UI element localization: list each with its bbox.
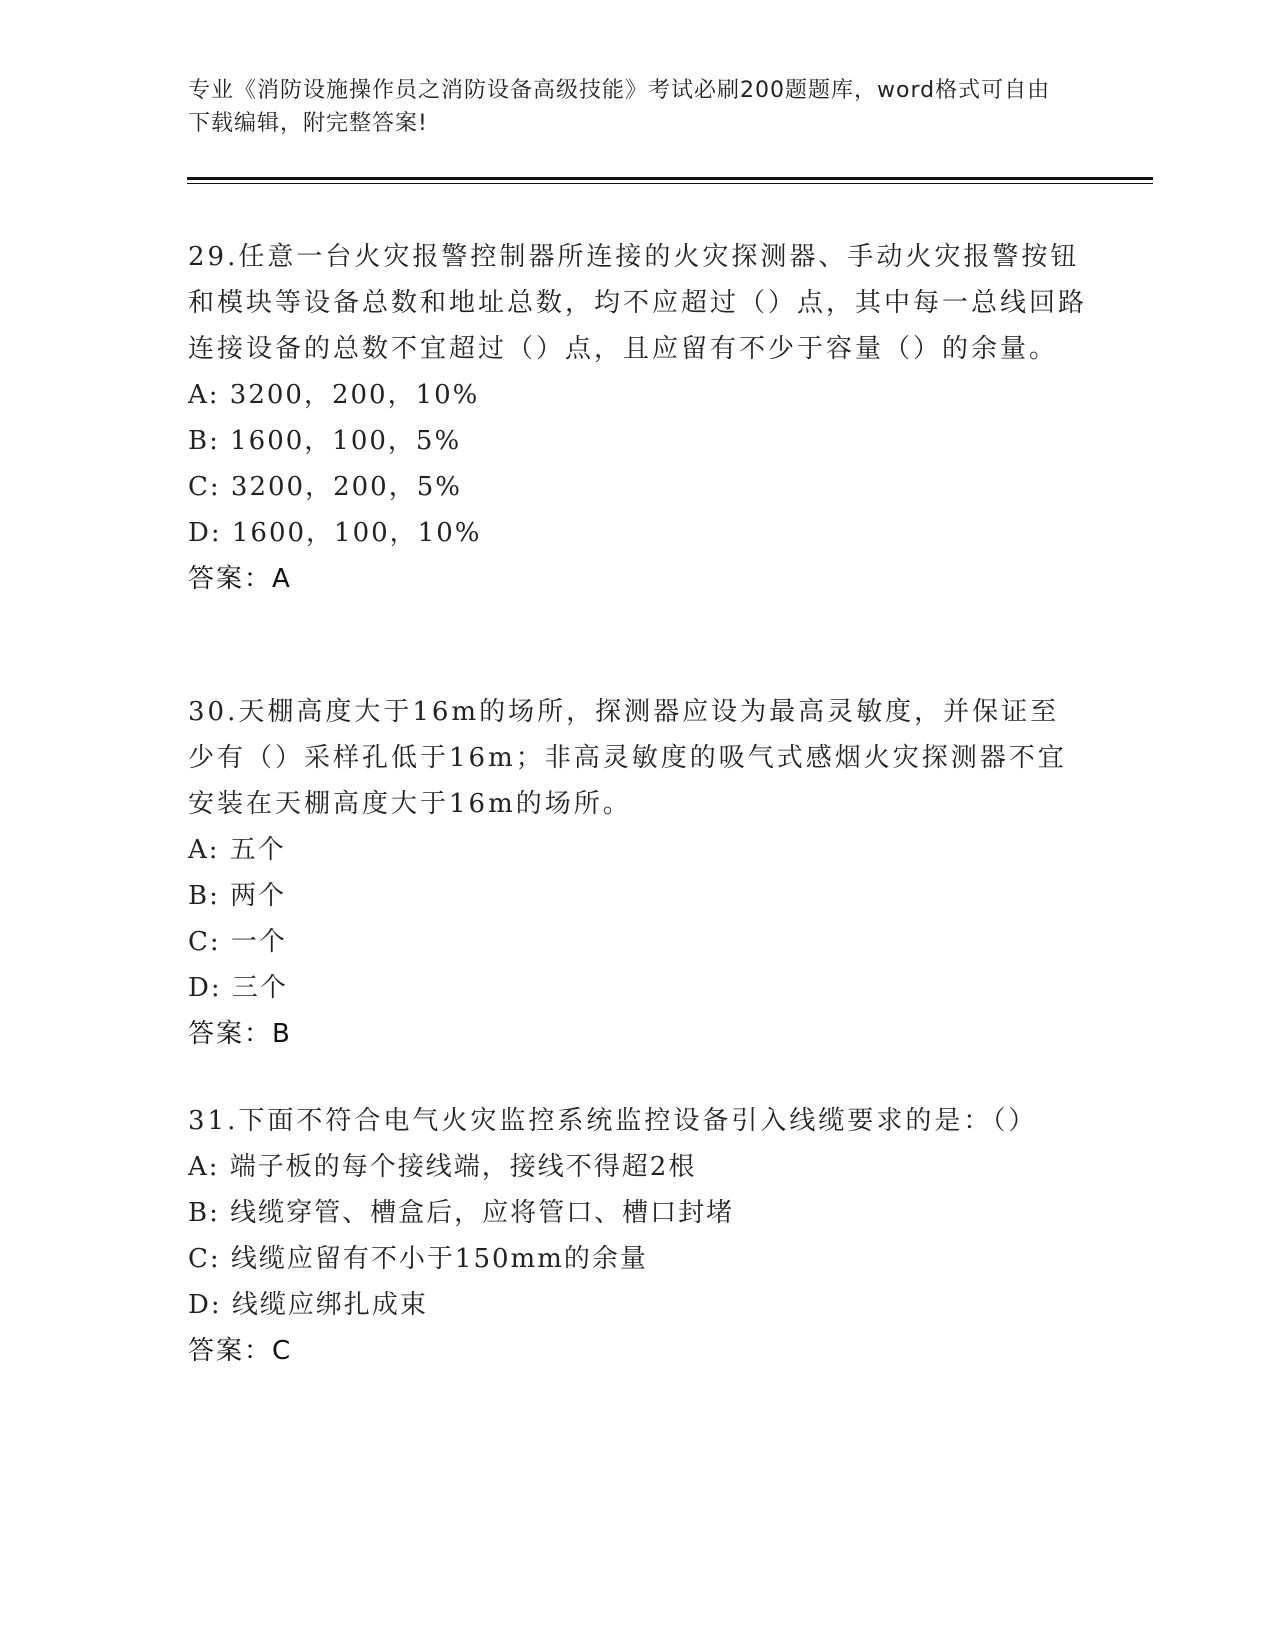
question-31: [188, 1098, 1088, 1374]
answer-label: 答案：B: [188, 1019, 292, 1049]
option-b: B: 1600，100，5%: [188, 426, 462, 456]
answer-label: 答案：C: [188, 1336, 293, 1366]
question-stem: 30.天棚高度大于16m的场所，探测器应设为最高灵敏度，并保证至少有（）采样孔低于16m；非高灵敏度的吸气式感烟火灾探测器不宜安装在天棚高度大于16m的场所。: [188, 697, 1067, 819]
option-d: D: 线缆应绑扎成束: [188, 1290, 428, 1320]
option-a: A: 五个: [188, 835, 286, 865]
option-c: C: 3200，200，5%: [188, 472, 462, 502]
header-divider-thick: [187, 177, 1153, 180]
question-29: [188, 234, 1088, 602]
option-b: B: 线缆穿管、槽盒后，应将管口、槽口封堵: [188, 1198, 735, 1228]
answer-label: 答案：A: [188, 564, 292, 594]
question-stem: 29.任意一台火灾报警控制器所连接的火灾探测器、手动火灾报警按钮和模块等设备总数和地址总数，均不应超过（）点，其中每一总线回路连接设备的总数不宜超过（）点，且应留有不少于容量（）的余量。: [188, 242, 1088, 364]
document-header: 专业《消防设施操作员之消防设备高级技能》考试必刷200题题库，word格式可自由下载编辑，附完整答案!: [188, 78, 1051, 136]
question-30: [188, 689, 1088, 1057]
option-d: D: 1600，100，10%: [188, 518, 482, 548]
header-divider-thin: [187, 183, 1153, 184]
question-stem: 31.下面不符合电气火灾监控系统监控设备引入线缆要求的是：（）: [188, 1106, 1038, 1136]
option-b: B: 两个: [188, 881, 287, 911]
option-c: C: 一个: [188, 927, 287, 957]
option-d: D: 三个: [188, 973, 288, 1003]
option-a: A: 3200，200，10%: [188, 380, 480, 410]
option-c: C: 线缆应留有不小于150mm的余量: [188, 1244, 648, 1274]
option-a: A: 端子板的每个接线端，接线不得超2根: [188, 1152, 697, 1182]
